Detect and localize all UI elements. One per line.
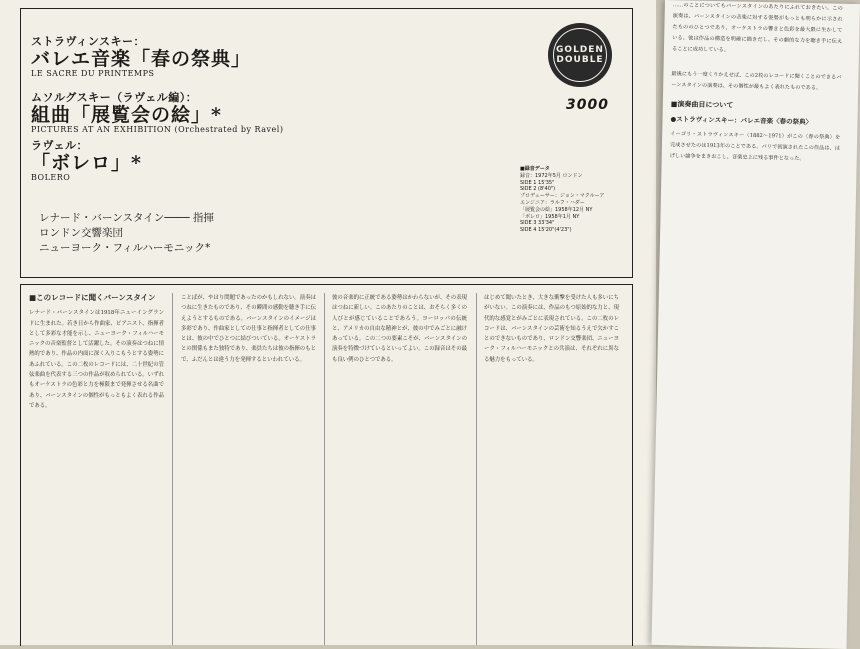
recording-data-line: 「展覧会の絵」1958年12月 NY: [520, 206, 593, 213]
recording-data-line: SIDE 3 33'34": [520, 220, 555, 227]
essay-column-4: [484, 293, 619, 645]
golden-double-logo: [548, 23, 612, 87]
recording-data-line: 「ボレロ」1958年1月 NY: [520, 213, 580, 220]
conductor-credit: レナード・バーンスタイン──── 指揮: [39, 212, 214, 224]
work-3: [31, 137, 142, 182]
work-title-en: LE SACRE DU PRINTEMPS: [31, 69, 155, 78]
essay-column-3: [332, 293, 467, 645]
logo-line-2: DOUBLE: [556, 55, 604, 65]
work-title-jp: バレエ音楽「春の祭典」: [31, 48, 252, 70]
recording-data-line: SIDE 2 (8'40"): [520, 186, 556, 193]
column-divider: [324, 293, 325, 645]
recording-data-header: ■録音データ: [520, 166, 550, 172]
liner-text: ……のことについてもバーンスタインのあたりにふれておきたい。この演奏は、バーンスタインの音楽に対する姿勢がもっとも明らかに示されたもののひとつであり、オーケストラの響きと色彩を最大限に生かしている。彼は作品の構造を明確に描きだし、その劇的な力を聴き手に伝えることに成功している。: [671, 2, 843, 54]
composer-name: ラヴェル：: [31, 139, 89, 152]
essay-column-2: [181, 293, 316, 645]
essay-text: レナード・バーンスタインは1918年ニューイングランドに生まれた。若き日から作曲家、ピアニスト、指揮者として多彩な才能を示し、ニューヨーク・フィルハーモニックの音楽監督として活躍した。その演奏はつねに情熱的であり、作品の内面に深く入りこもうとする姿勢にあふれている。この二枚のレコードには、二十世紀の管弦楽曲を代表する三つの作品が収められている。いずれもオーケストラの色彩と力を極限まで発揮させる名曲であり、バーンスタインの個性がもっともよく表れる作品である。: [29, 310, 164, 409]
work-title-en: PICTURES AT AN EXHIBITION (Orchestrated by Ravel): [31, 125, 284, 134]
work-title-jp: 組曲「展覧会の絵」*: [31, 104, 222, 126]
orchestra-credit: ロンドン交響楽団: [39, 227, 123, 239]
essay-heading: ■このレコードに聞くバーンスタイン: [29, 293, 156, 302]
section-heading: ■演奏曲目について: [670, 100, 734, 110]
essay-text: はじめて聞いたとき、大きな衝撃を受けた人も多いにちがいない。この演奏には、作品のもつ原始的な力と、現代的な感覚とがみごとに表現されている。この二枚のレコードは、バーンスタインの芸術を知るうえで欠かすことのできないものであり、ロンドン交響楽団、ニューヨーク・フィルハーモニックとの共演は、それぞれに異なる魅力をもっている。: [484, 295, 619, 363]
recording-data-line: SIDE 1 15'35": [520, 179, 555, 186]
work-title-jp: 「ボレロ」*: [31, 152, 142, 174]
performers-block: [39, 211, 214, 256]
essay-text: ことばが、やはり問題であったのかもしれない。演奏はつねに生きたものであり、その瞬間の感動を聴き手に伝えようとするものである。バーンスタインのイメージは多彩であり、作曲家としての仕事と指揮者としての仕事とは、彼の中でひとつに結びついている。オーケストラとの関係もまた独特であり、楽員たちは彼の指揮のもとで、ふだんとは違う力を発揮するといわれている。: [181, 295, 316, 363]
recording-data: [520, 166, 630, 234]
composer-name: ストラヴィンスキー：: [31, 35, 146, 48]
logo-line-1: GOLDEN: [556, 45, 604, 55]
liner-text-block: [670, 0, 843, 166]
composer-name: ムソルグスキー（ラヴェル編）：: [31, 91, 198, 104]
liner-text: イーゴリ・ストラヴィンスキー（1882〜1971）がこの〈春の祭典〉を完成させたのは1913年のことである。パリで初演されたこの作品は、はげしい論争をまきおこし、音楽史上に残る事件となった。: [669, 131, 841, 162]
essay-text: 彼の音楽的に正統である姿勢はかわらないが、その表現はつねに新しい。このあたりのことは、おそらく多くの人びとが感じていることであろう。ヨーロッパの伝統と、アメリカの自由な精神とが、彼の中でみごとに融けあっている。この二つの要素こそが、バーンスタインの演奏を特徴づけているといってよい。この録音はその最も良い例のひとつである。: [332, 295, 467, 363]
orchestra-credit: ニューヨーク・フィルハーモニック*: [39, 242, 211, 254]
work-1: [31, 33, 251, 78]
recording-data-line: SIDE 4 15'20"(4'23"): [520, 227, 572, 234]
recording-data-line: エンジニア：ラルフ・ハダー: [520, 199, 585, 206]
essay-box: [20, 284, 633, 646]
series-number: 3000: [566, 97, 609, 113]
section-subheading: ●ストラヴィンスキー：バレエ音楽〈春の祭典〉: [670, 115, 813, 127]
header-frame: [20, 8, 633, 278]
liner-text: 最後にもう一度くりかえせば、この2枚のレコードに聞くことのできるバーンスタインの演奏は、その個性が最もよく表れたものである。: [671, 71, 842, 92]
recording-data-line: 録音：1972年5月 ロンドン: [520, 172, 583, 179]
work-title-en: BOLERO: [31, 173, 71, 182]
essay-column-1: [29, 293, 164, 645]
column-divider: [476, 293, 477, 645]
adjacent-liner-page: [651, 0, 859, 649]
work-2: [31, 89, 283, 134]
column-divider: [172, 293, 173, 645]
recording-data-line: プロデューサー：ジョン・マクルーア: [520, 193, 605, 200]
